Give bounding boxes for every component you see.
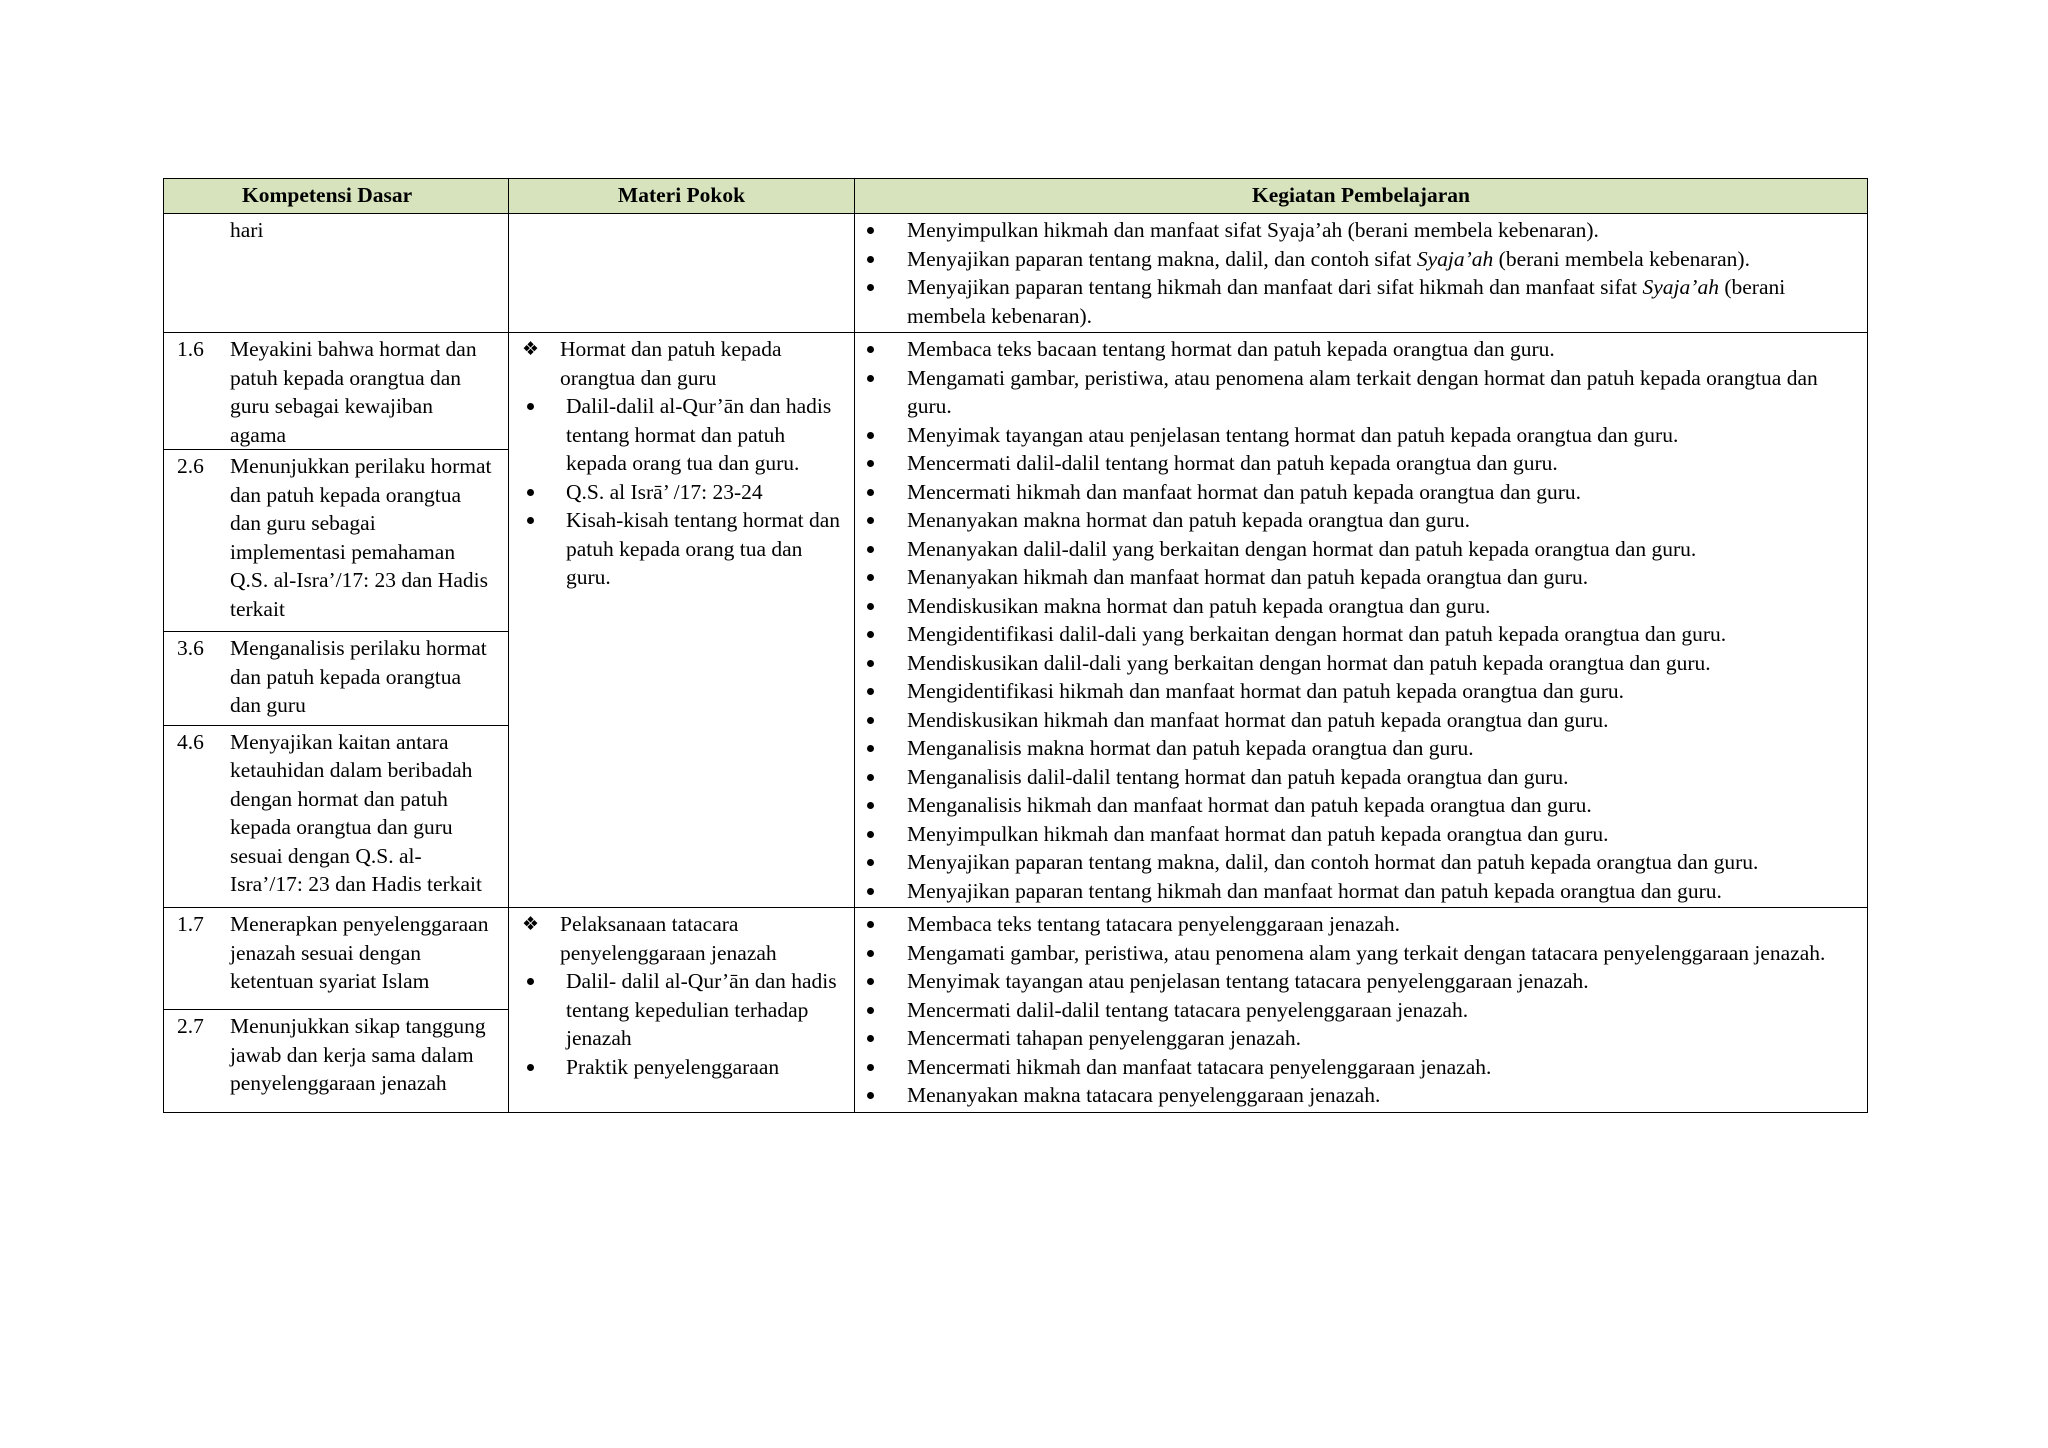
list-item: Menyimpulkan hikmah dan manfaat hormat dan patuh kepada orangtua dan guru. (855, 820, 1849, 849)
kd-cell (164, 908, 509, 1010)
kd-text: Menyajikan kaitan antara ketauhidan dalam beribadah dengan hormat dan patuh kepada orangtua dan guru sesuai dengan Q.S. al-Isra’/17: 23 dan Hadis terkait (230, 729, 482, 897)
header-materi-pokok: Materi Pokok (509, 179, 855, 214)
list-item: Dalil-dalil al-Qur’ān dan hadis tentang hormat dan patuh kepada orang tua dan guru. (566, 392, 848, 478)
kd-number: 1.6 (177, 337, 204, 361)
kd-number: 2.7 (177, 1014, 204, 1039)
list-item: Q.S. al Isrā’ /17: 23-24 (566, 478, 848, 507)
list-item: Mendiskusikan hikmah dan manfaat hormat dan patuh kepada orangtua dan guru. (855, 706, 1849, 735)
kd-cell (164, 214, 509, 333)
list-item: Mengidentifikasi dalil-dali yang berkaitan dengan hormat dan patuh kepada orangtua dan guru. (855, 620, 1849, 649)
kd-cell (164, 632, 509, 726)
list-item: Mencermati tahapan penyelenggaran jenazah. (855, 1024, 1849, 1053)
kd-text: hari (230, 218, 264, 242)
list-item: Kisah-kisah tentang hormat dan patuh kepada orang tua dan guru. (566, 506, 848, 592)
list-item: Menanyakan makna hormat dan patuh kepada orangtua dan guru. (855, 506, 1849, 535)
kd-cell (164, 725, 509, 907)
list-item: Mencermati dalil-dalil tentang hormat dan patuh kepada orangtua dan guru. (855, 449, 1849, 478)
syllabus-table (163, 178, 1868, 1113)
kd-cell (164, 333, 509, 450)
list-item: Mendiskusikan dalil-dali yang berkaitan dengan hormat dan patuh kepada orangtua dan guru. (855, 649, 1849, 678)
list-item: Membaca teks bacaan tentang hormat dan patuh kepada orangtua dan guru. (855, 335, 1849, 364)
diamond-bullet-icon: ❖ (522, 338, 540, 360)
list-item: Menyajikan paparan tentang hikmah dan manfaat dari sifat hikmah dan manfaat sifat Syaja’ah (berani membela kebenaran). (855, 273, 1849, 330)
kd-number: 4.6 (177, 729, 204, 754)
list-item: Menyimak tayangan atau penjelasan tentang hormat dan patuh kepada orangtua dan guru. (855, 421, 1849, 450)
list-item: Mengidentifikasi hikmah dan manfaat hormat dan patuh kepada orangtua dan guru. (855, 677, 1849, 706)
table-row (164, 214, 1868, 333)
kegiatan-cell (855, 333, 1868, 908)
list-item: Menanyakan dalil-dalil yang berkaitan dengan hormat dan patuh kepada orangtua dan guru. (855, 535, 1849, 564)
kegiatan-cell (855, 908, 1868, 1113)
materi-heading: ❖ Pelaksanaan tatacara penyelenggaraan jenazah (522, 912, 777, 965)
list-item: Menyajikan paparan tentang hikmah dan manfaat hormat dan patuh kepada orangtua dan guru. (855, 877, 1849, 906)
header-row (164, 179, 1868, 214)
list-item: Menanyakan hikmah dan manfaat hormat dan patuh kepada orangtua dan guru. (855, 563, 1849, 592)
kd-cell (164, 450, 509, 632)
kegiatan-cell (855, 214, 1868, 333)
kd-text: Menerapkan penyelenggaraan jenazah sesuai dengan ketentuan syariat Islam (230, 912, 489, 993)
materi-cell (509, 908, 855, 1113)
list-item: Mengamati gambar, peristiwa, atau penomena alam yang terkait dengan tatacara penyelenggaraan jenazah. (855, 939, 1849, 968)
list-item: Menyajikan paparan tentang makna, dalil, dan contoh hormat dan patuh kepada orangtua dan guru. (855, 848, 1849, 877)
kd-number: 1.7 (177, 912, 204, 936)
kd-number: 3.6 (177, 636, 204, 661)
header-kegiatan-pembelajaran: Kegiatan Pembelajaran (855, 179, 1868, 214)
list-item: Menganalisis makna hormat dan patuh kepada orangtua dan guru. (855, 734, 1849, 763)
materi-cell (509, 333, 855, 908)
list-item: Menganalisis dalil-dalil tentang hormat dan patuh kepada orangtua dan guru. (855, 763, 1849, 792)
kd-text: Menganalisis perilaku hormat dan patuh kepada orangtua dan guru (230, 636, 487, 718)
kd-cell (164, 1010, 509, 1112)
list-item: Mengamati gambar, peristiwa, atau penomena alam terkait dengan hormat dan patuh kepada orangtua dan guru. (855, 364, 1849, 421)
list-item: Menyimpulkan hikmah dan manfaat sifat Syaja’ah (berani membela kebenaran). (855, 216, 1849, 245)
list-item: Mencermati hikmah dan manfaat tatacara penyelenggaraan jenazah. (855, 1053, 1849, 1082)
list-item: Menanyakan makna tatacara penyelenggaraan jenazah. (855, 1081, 1849, 1110)
table-row (164, 908, 1868, 1010)
list-item: Praktik penyelenggaraan (566, 1053, 848, 1082)
kd-number: 2.6 (177, 454, 204, 478)
kd-text: Menunjukkan perilaku hormat dan patuh kepada orangtua dan guru sebagai implementasi pemahaman Q.S. al-Isra’/17: 23 dan Hadis terkait (230, 454, 492, 621)
list-item: Mendiskusikan makna hormat dan patuh kepada orangtua dan guru. (855, 592, 1849, 621)
list-item: Menyajikan paparan tentang makna, dalil, dan contoh sifat Syaja’ah (berani membela kebenaran). (855, 245, 1849, 274)
diamond-bullet-icon: ❖ (522, 913, 540, 935)
list-item: Mencermati dalil-dalil tentang tatacara penyelenggaraan jenazah. (855, 996, 1849, 1025)
list-item: Menyimak tayangan atau penjelasan tentang tatacara penyelenggaraan jenazah. (855, 967, 1849, 996)
list-item: Menganalisis hikmah dan manfaat hormat dan patuh kepada orangtua dan guru. (855, 791, 1849, 820)
materi-cell (509, 214, 855, 333)
materi-heading: ❖ Hormat dan patuh kepada orangtua dan guru (522, 337, 782, 390)
header-kompetensi-dasar: Kompetensi Dasar (164, 179, 509, 214)
table-row (164, 333, 1868, 450)
list-item: Membaca teks tentang tatacara penyelenggaraan jenazah. (855, 910, 1849, 939)
kd-text: Menunjukkan sikap tanggung jawab dan kerja sama dalam penyelenggaraan jenazah (230, 1014, 486, 1096)
kd-text: Meyakini bahwa hormat dan patuh kepada orangtua dan guru sebagai kewajiban agama (230, 337, 477, 447)
list-item: Dalil- dalil al-Qur’ān dan hadis tentang kepedulian terhadap jenazah (566, 967, 848, 1053)
list-item: Mencermati hikmah dan manfaat hormat dan patuh kepada orangtua dan guru. (855, 478, 1849, 507)
